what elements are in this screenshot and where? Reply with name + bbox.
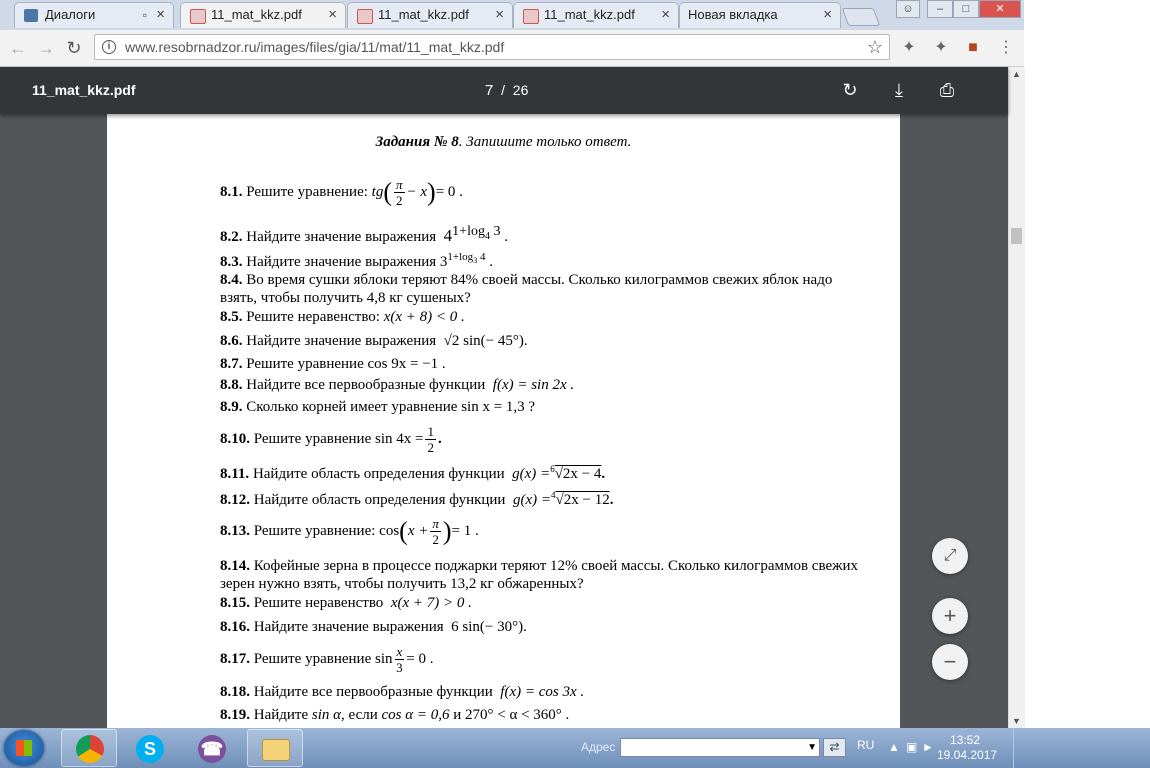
viber-icon: ☎ [198, 735, 226, 763]
tab-strip [0, 0, 1024, 30]
print-icon[interactable]: ⎙ [939, 80, 955, 100]
go-button[interactable]: ⇄ [823, 738, 846, 757]
user-profile-button[interactable]: ☺ [896, 0, 920, 18]
close-icon[interactable]: × [823, 6, 832, 23]
taskbar-chrome[interactable] [61, 729, 117, 767]
task-8-7: 8.7. Решите уравнение cos 9x = −1 . [220, 356, 446, 372]
address-bar[interactable] [94, 34, 890, 60]
back-button[interactable]: ← [9, 38, 27, 58]
task-8-3: 8.3. Найдите значение выражения $3^{1+log_3 4}$ . [220, 251, 493, 270]
current-page-input[interactable]: 7 [485, 82, 494, 99]
chrome-icon [76, 735, 104, 763]
download-icon[interactable]: ⤓ [895, 80, 903, 100]
task-8-5: 8.5. Решите неравенство: x(x + 8) < 0 . [220, 309, 465, 325]
tab-title: Новая вкладка [688, 7, 778, 22]
start-button[interactable] [4, 730, 44, 766]
language-indicator[interactable]: RU [857, 738, 875, 752]
reload-button[interactable]: ↻ [66, 38, 82, 58]
task-8-19: 8.19. Найдите sin α, если cos α = 0,6 и 270° < α < 360° . [220, 707, 570, 723]
extension-icon[interactable]: ✦ [934, 39, 948, 56]
menu-icon[interactable]: ⋮ [998, 39, 1014, 56]
tab-title: 11_mat_kkz.pdf [211, 7, 302, 22]
url-text[interactable]: www.resobrnadzor.ru/images/files/gia/11/mat/11_mat_kkz.pdf [125, 39, 505, 55]
taskbar-explorer[interactable] [247, 729, 303, 767]
scroll-up-arrow-icon[interactable]: ▲ [1012, 69, 1021, 79]
page-separator: / [501, 82, 506, 98]
rotate-icon[interactable]: ↻ [842, 80, 858, 100]
minimize-button[interactable]: – [927, 0, 953, 18]
task-8-12: 8.12. Найдите область определения функции g(x) =$^4$√2x − 12. [220, 490, 614, 508]
network-icon[interactable]: ▣ [906, 740, 918, 754]
new-tab-button[interactable] [842, 8, 881, 26]
tab-dialogs[interactable] [14, 2, 174, 28]
chevron-down-icon[interactable]: ▼ [807, 742, 817, 753]
tab-title: 11_mat_kkz.pdf [378, 7, 469, 22]
forward-button[interactable]: → [37, 38, 55, 58]
show-desktop-button[interactable] [1013, 728, 1024, 768]
pdf-toolbar [0, 67, 1008, 114]
task-8-11: 8.11. Найдите область определения функции g(x) =$^6$√2x − 4. [220, 464, 606, 482]
taskbar-skype[interactable] [121, 729, 177, 767]
close-window-button[interactable]: ✕ [979, 0, 1021, 18]
task-8-2: 8.2. Найдите значение выражения $41+\log_4$ 3 . [220, 224, 508, 245]
page-indicator [485, 67, 528, 114]
close-icon[interactable]: × [328, 6, 337, 23]
address-toolbar-input[interactable] [620, 738, 820, 757]
info-icon[interactable]: i [102, 40, 116, 54]
close-icon[interactable]: × [661, 6, 670, 23]
pdf-title: 11_mat_kkz.pdf [32, 82, 136, 98]
site-emblem-icon [357, 9, 373, 24]
task-8-1: 8.1. Решите уравнение: tg( $\frac{\pi}{2}$ − x)= 0 . [220, 177, 463, 208]
scroll-down-arrow-icon[interactable]: ▼ [1012, 716, 1021, 726]
page-heading: Задания № 8. Запишите только ответ. [375, 134, 632, 150]
task-8-13: 8.13. Решите уравнение: cos(x + $\frac{\pi}{2}$ )= 1 . [220, 516, 479, 547]
task-8-14: 8.14. Кофейные зерна в процессе поджарки теряют 12% своей массы. Сколько килограммов свежих зерен нужно взять, чтобы получить 13,2 кг обжаренных? [220, 558, 859, 592]
task-8-16: 8.16. Найдите значение выражения 6 sin(− 30°). [220, 619, 527, 635]
total-pages: 26 [512, 82, 529, 98]
pdf-page [107, 114, 900, 728]
close-icon[interactable]: × [156, 6, 165, 23]
clock-date: 19.04.2017 [937, 748, 998, 762]
tab-pdf-active[interactable] [180, 2, 346, 28]
extension-puzzle-icon[interactable]: ✦ [902, 39, 916, 56]
extension-office-icon[interactable]: ■ [968, 39, 978, 56]
task-8-4: 8.4. Во время сушки яблоки теряют 84% своей массы. Сколько килограммов свежих яблок надо взять, чтобы получить 4,8 кг сушеных? [220, 272, 833, 306]
tab-pdf-2[interactable] [347, 2, 513, 28]
zoom-out-button[interactable]: − [932, 644, 968, 680]
address-toolbar-label: Адрес [581, 740, 616, 754]
clock-time: 13:52 [949, 733, 981, 747]
windows-logo-icon [16, 740, 32, 756]
task-8-17: 8.17. Решите уравнение sin $\frac{x}{3}$ = 0 . [220, 644, 434, 675]
show-hidden-icons-arrow[interactable]: ▲ [888, 740, 900, 754]
windows-taskbar [0, 728, 1150, 768]
zoom-in-button[interactable]: + [932, 598, 968, 634]
site-emblem-icon [190, 9, 206, 24]
volume-icon[interactable]: ► [922, 740, 934, 754]
tab-new[interactable] [679, 2, 841, 28]
vk-messages-icon [24, 9, 38, 22]
task-8-18: 8.18. Найдите все первообразные функции f(x) = cos 3x . [220, 684, 585, 700]
folder-icon [262, 739, 290, 761]
browser-toolbar [0, 30, 1024, 67]
scroll-thumb[interactable] [1011, 228, 1022, 244]
tab-title: Диалоги [45, 7, 96, 22]
skype-icon: S [136, 735, 164, 763]
task-8-9: 8.9. Сколько корней имеет уравнение sin x = 1,3 ? [220, 399, 536, 415]
task-8-10: 8.10. Решите уравнение sin 4x = $\frac{1}{2}$ . [220, 424, 442, 455]
system-clock[interactable] [937, 733, 998, 763]
task-8-6: 8.6. Найдите значение выражения √2 sin(− 45°). [220, 333, 528, 349]
tab-title: 11_mat_kkz.pdf [544, 7, 635, 22]
bookmark-star-icon[interactable]: ☆ [866, 37, 883, 57]
site-emblem-icon [523, 9, 539, 24]
tab-pdf-3[interactable] [513, 2, 679, 28]
task-8-15: 8.15. Решите неравенство x(x + 7) > 0 . [220, 595, 472, 611]
task-8-8: 8.8. Найдите все первообразные функции f(x) = sin 2x . [220, 377, 575, 393]
speaker-muted-icon[interactable]: ▫ [142, 8, 147, 22]
taskbar-viber[interactable] [183, 729, 239, 767]
maximize-button[interactable]: □ [953, 0, 979, 18]
vertical-scrollbar[interactable] [1008, 67, 1025, 728]
pdf-viewport[interactable] [0, 114, 1008, 728]
close-icon[interactable]: × [495, 6, 504, 23]
fit-to-page-button[interactable]: ⤢ [932, 538, 968, 574]
